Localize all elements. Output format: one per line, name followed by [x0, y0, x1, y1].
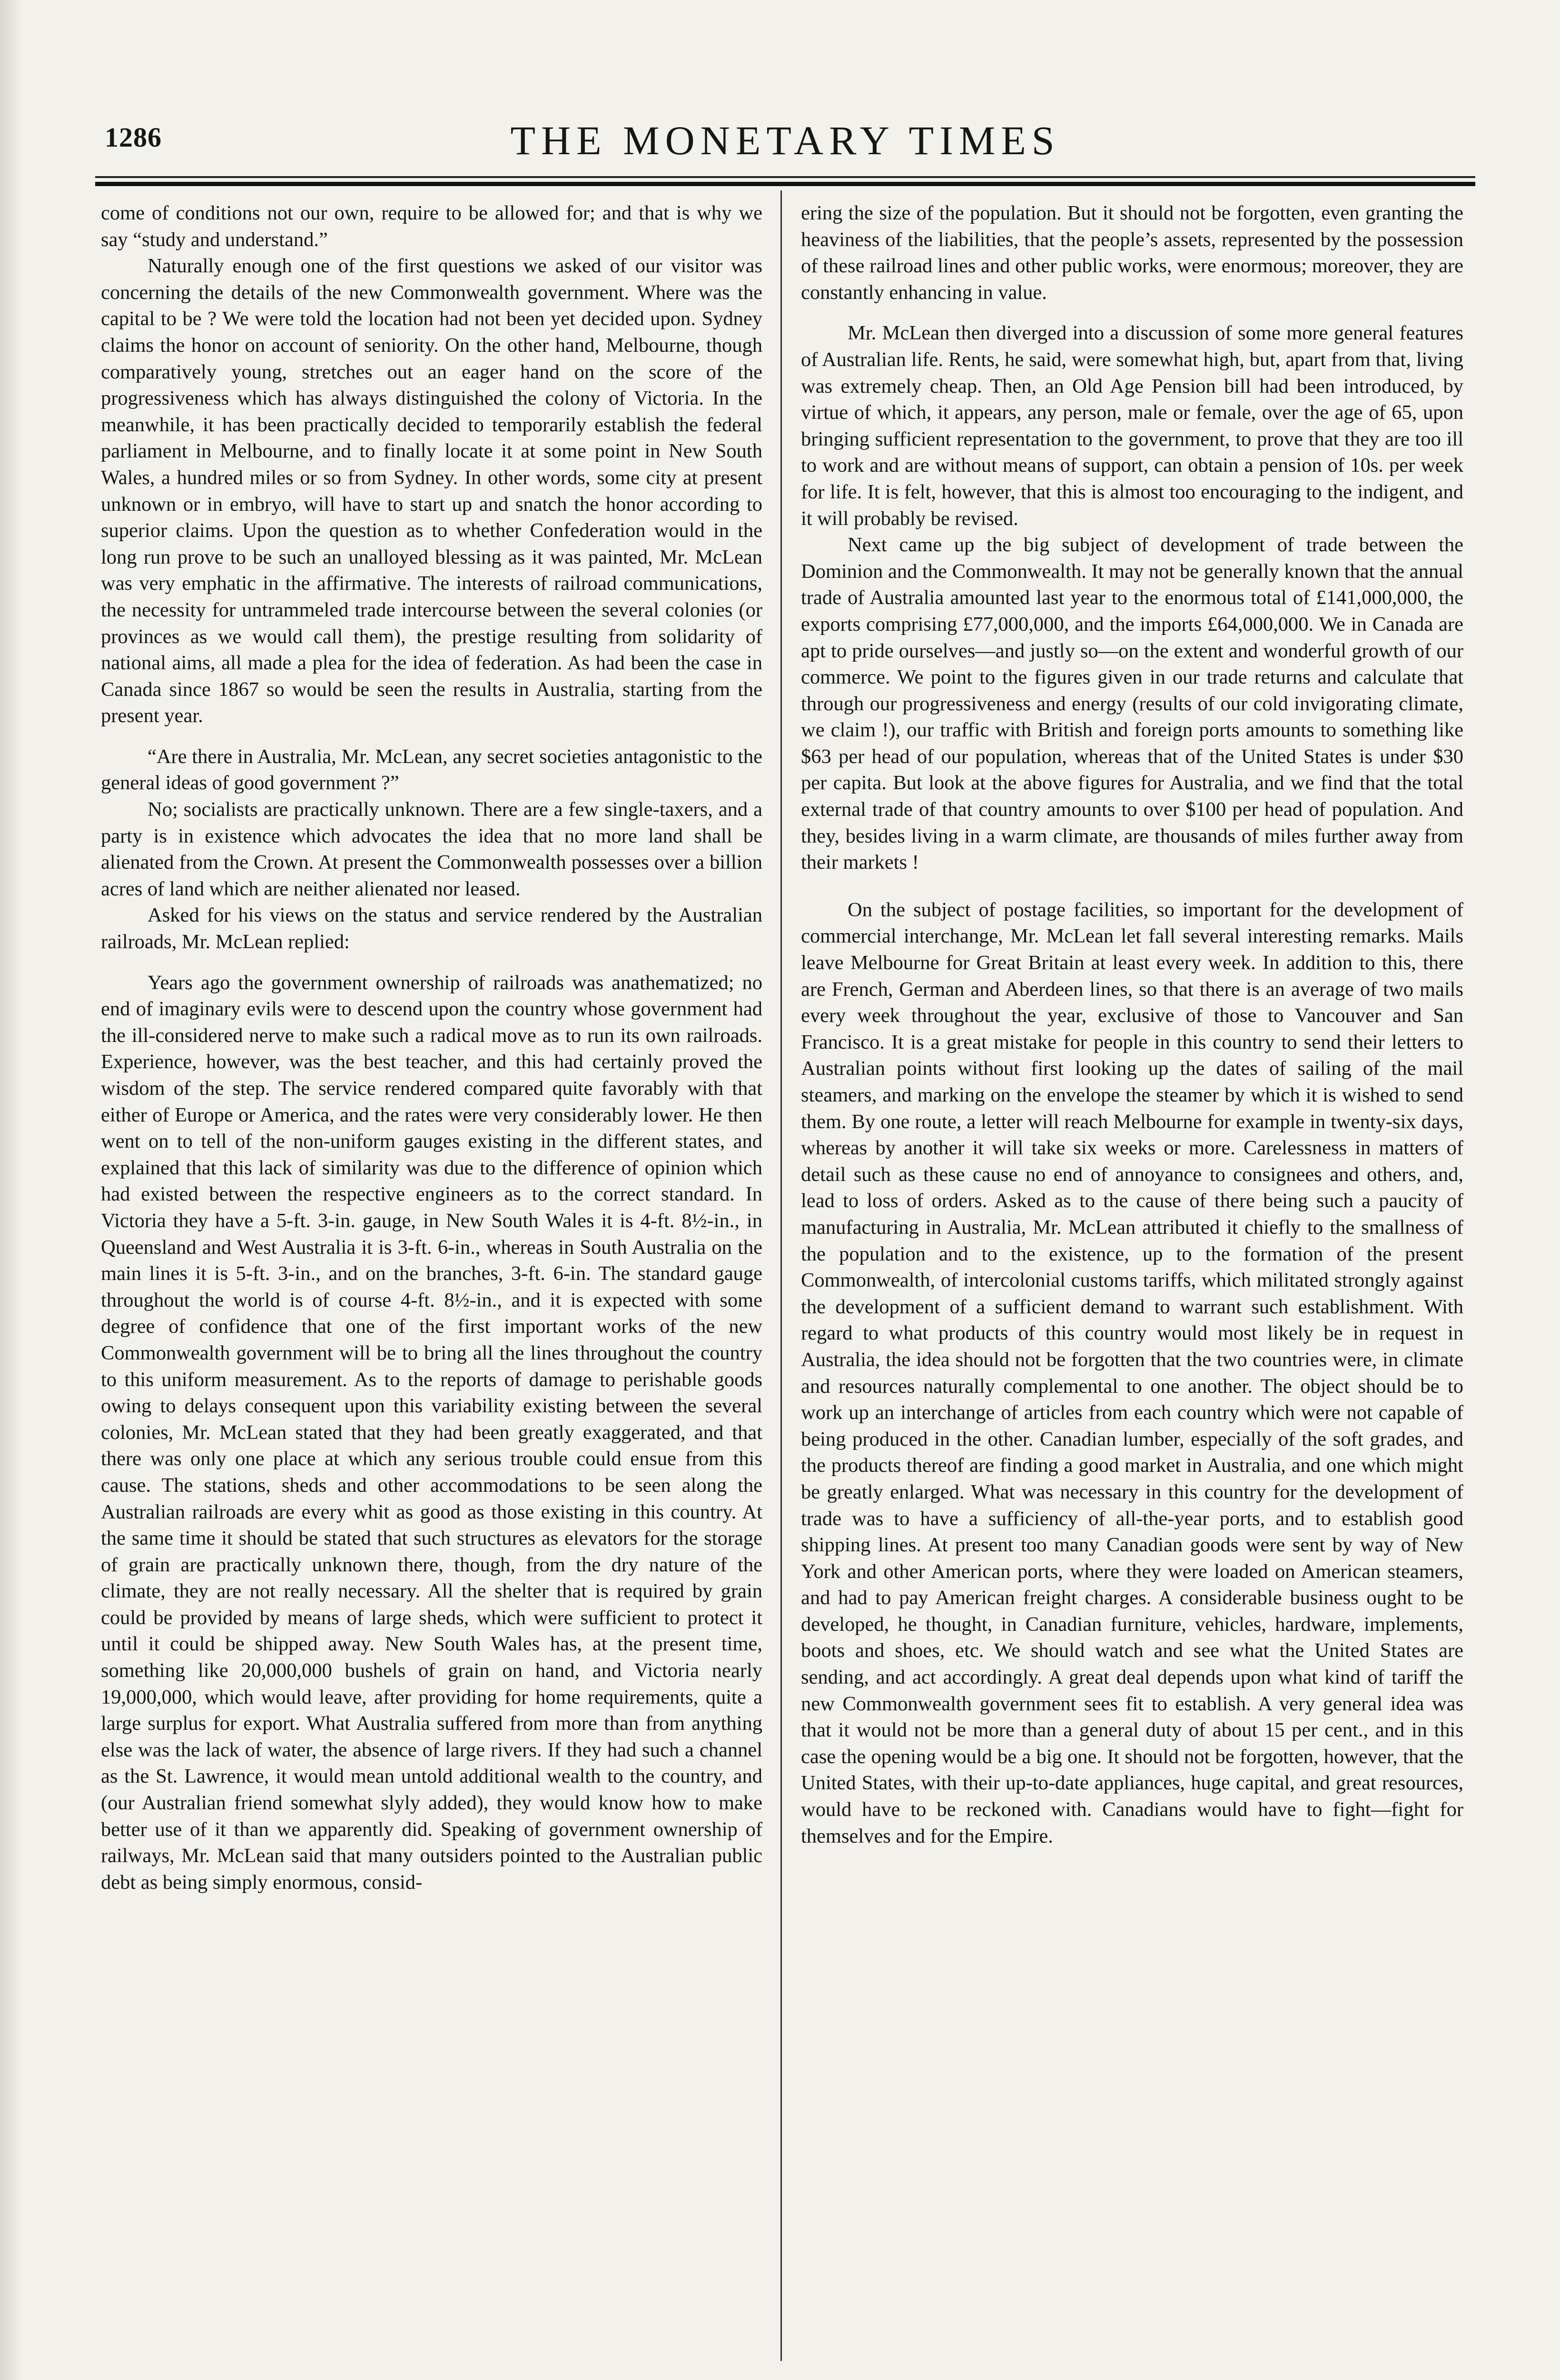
paragraph: Next came up the big subject of development of trade between the Dominion and the Commonwealth. It may not be generally known that the annual trade of Australia amounted last year to the enormous total of £141,000,000, the exports comprising £77,000,000, and the imports £64,000,000. We in Canada are apt to pride ourselves—and justly so—on the extent and wonderful growth of our commerce. We point to the figures given in our trade returns and calculate that through our progressiveness and energy (results of our cold invigorating climate, we claim !), our traffic with British and foreign ports amounts to something like $63 per head of our population, whereas that of the United States is under $30 per capita. But look at the above figures for Australia, and we find that the total external trade of that country amounts to over $100 per head of population. And they, besides living in a warm climate, are thousands of miles further away from their markets ! — [801, 534, 1463, 874]
paragraph: Naturally enough one of the first questions we asked of our visitor was concerning the details of the new Commonwealth government. Where was the capital to be ? We were told the location had not been yet decided upon. Sydney claims the honor on account of seniority. On the other hand, Melbourne, though comparatively young, stretches out an eager hand on the score of the progressiveness which has always distinguished the colony of Victoria. In the meanwhile, it has been practically decided to temporarily establish the federal parliament in Melbourne, and to finally locate it at some point in New South Wales, a hundred miles or so from Sydney. In other words, some city at present unknown or in embryo, will have to start up and snatch the honor according to superior claims. Upon the question as to whether Confederation would in the long run prove to be such an unalloyed blessing as it was painted, Mr. McLean was very emphatic in the affirmative. The interests of railroad communications, the necessity for untrammeled trade intercourse between the several colonies (or provinces as we would call them), the prestige resulting from solidarity of national aims, all made a plea for the idea of federation. As had been the case in Canada since 1867 so would be seen the results in Australia, starting from the present year. — [101, 255, 762, 727]
paragraph: ering the size of the population. But it should not be forgotten, even granting the heaviness of the liabilities, that the people’s assets, represented by the possession of these railroad lines and other public works, were enormous; moreover, they are constantly enhancing in value. — [801, 202, 1463, 304]
page-number: 1286 — [105, 122, 162, 153]
left-column — [101, 200, 762, 2370]
paragraph: On the subject of postage facilities, so important for the development of commercial interchange, Mr. McLean let fall several interesting remarks. Mails leave Melbourne for Great Britain at least every week. In addition to this, there are French, German and Aberdeen lines, so that there is an average of two mails every week throughout the year, exclusive of those to Vancouver and San Francisco. It is a great mistake for people in this country to send their letters to Australian points without first looking up the dates of sailing of the mail steamers, and marking on the envelope the steamer by which it is wished to send them. By one route, a letter will reach Melbourne for example in twenty-six days, whereas by another it will take six weeks or more. Carelessness in matters of detail such as these cause no end of annoyance to consignees and others, and, lead to loss of orders. Asked as to the cause of there being such a paucity of manufacturing in Australia, Mr. McLean attributed it chiefly to the smallness of the population and to the existence, up to the formation of the present Commonwealth, of intercolonial customs tariffs, which militated strongly against the development of a sufficient demand to warrant such establishment. With regard to what products of this country would most likely be in request in Australia, the idea should not be forgotten that the two countries were, in climate and resources naturally complemental to one another. The object should be to work up an interchange of articles from each country which were not capable of being produced in the other. Canadian lumber, especially of the soft grades, and the products thereof are finding a good market in Australia, and one which might be greatly enlarged. What was necessary in this country for the development of trade was to have a sufficiency of all-the-year ports, and to establish good shipping lines. At present too many Canadian goods were sent by way of New York and other American ports, where they were loaded on American steamers, and had to pay American freight charges. A considerable business ought to be developed, he thought, in Canadian furniture, vehicles, hardware, implements, boots and shoes, etc. We should watch and see what the United States are sending, and act accordingly. A great deal depends upon what kind of tariff the new Commonwealth government sees fit to establish. A very general idea was that it would not be more than a general duty of about 15 per cent., and in this case the opening would be a big one. It should not be forgotten, however, that the United States, with their up-to-date appliances, huge capital, and great resources, would have to be reckoned with. Canadians would have to fight—fight for themselves and for the Empire. — [801, 898, 1463, 1847]
column-divider — [780, 190, 782, 2361]
header-rule-thick — [95, 182, 1475, 186]
page-binding-edge — [0, 0, 23, 2380]
paragraph: No; socialists are practically unknown. There are a few single-taxers, and a party is in existence which advocates the idea that no more land shall be alienated from the Crown. At present the Commonwealth possesses over a billion acres of land which are neither alienated nor leased. — [101, 798, 762, 900]
paragraph: Mr. McLean then diverged into a discussion of some more general features of Australian life. Rents, he said, were somewhat high, but, apart from that, living was extremely cheap. Then, an Old Age Pension bill had been introduced, by virtue of which, it appears, any person, male or female, over the age of 65, upon bringing sufficient representation to the government, to prove that they are too ill to work and are without means of support, can obtain a pension of 10s. per week for life. It is felt, however, that this is almost too encouraging to the indigent, and it will probably be revised. — [801, 322, 1463, 530]
right-column — [801, 200, 1463, 2370]
paragraph: “Are there in Australia, Mr. McLean, any secret societies antagonistic to the general ideas of good government ?” — [101, 745, 762, 794]
paragraph: Asked for his views on the status and service rendered by the Australian railroads, Mr. McLean replied: — [101, 904, 762, 953]
masthead-title: THE MONETARY TIMES — [510, 118, 1060, 163]
paragraph: come of conditions not our own, require to be allowed for; and that is why we say “study and understand.” — [101, 202, 762, 251]
page-header — [95, 117, 1475, 169]
paragraph: Years ago the government ownership of railroads was anathematized; no end of imaginary evils were to descend upon the country whose government had the ill-considered nerve to make such a radical move as to run its own railroads. Experience, however, was the best teacher, and this had certainly proved the wisdom of the step. The service rendered compared quite favorably with that either of Europe or America, and the rates were very considerably lower. He then went on to tell of the non-uniform gauges existing in the different states, and explained that this lack of similarity was due to the difference of opinion which had existed between the respective engineers as to the correct standard. In Victoria they have a 5-ft. 3-in. gauge, in New South Wales it is 4-ft. 8½-in., in Queensland and West Australia it is 3-ft. 6-in., whereas in South Australia on the main lines it is 5-ft. 3-in., and on the branches, 3-ft. 6-in. The standard gauge throughout the world is of course 4-ft. 8½-in., and it is expected with some degree of confidence that one of the first important works of the new Commonwealth government will be to bring all the lines throughout the country to this uniform measurement. As to the reports of damage to perishable goods owing to delays consequent upon this variability existing between the several colonies, Mr. McLean stated that they had been greatly exaggerated, and that there was only one place at which any serious trouble could ensue from this cause. The stations, sheds and other accommodations to be seen along the Australian railroads are every whit as good as those existing in this country. At the same time it should be stated that such structures as elevators for the storage of grain are practically unknown there, though, from the dry nature of the climate, they are not really necessary. All the shelter that is required by grain could be provided by means of large sheds, which were sufficient to protect it until it could be shipped away. New South Wales has, at the present time, something like 20,000,000 bushels of grain on hand, and Victoria nearly 19,000,000, which would leave, after providing for home requirements, quite a large surplus for export. What Australia suffered from more than from anything else was the lack of water, the absence of large rivers. If they had such a channel as the St. Lawrence, it would mean untold additional wealth to the country, and (our Australian friend somewhat slyly added), they would know how to make better use of it than we apparently did. Speaking of government ownership of railways, Mr. McLean said that many outsiders pointed to the Australian public debt as being simply enormous, consid- — [101, 971, 762, 1894]
header-rule-thin — [95, 176, 1475, 178]
